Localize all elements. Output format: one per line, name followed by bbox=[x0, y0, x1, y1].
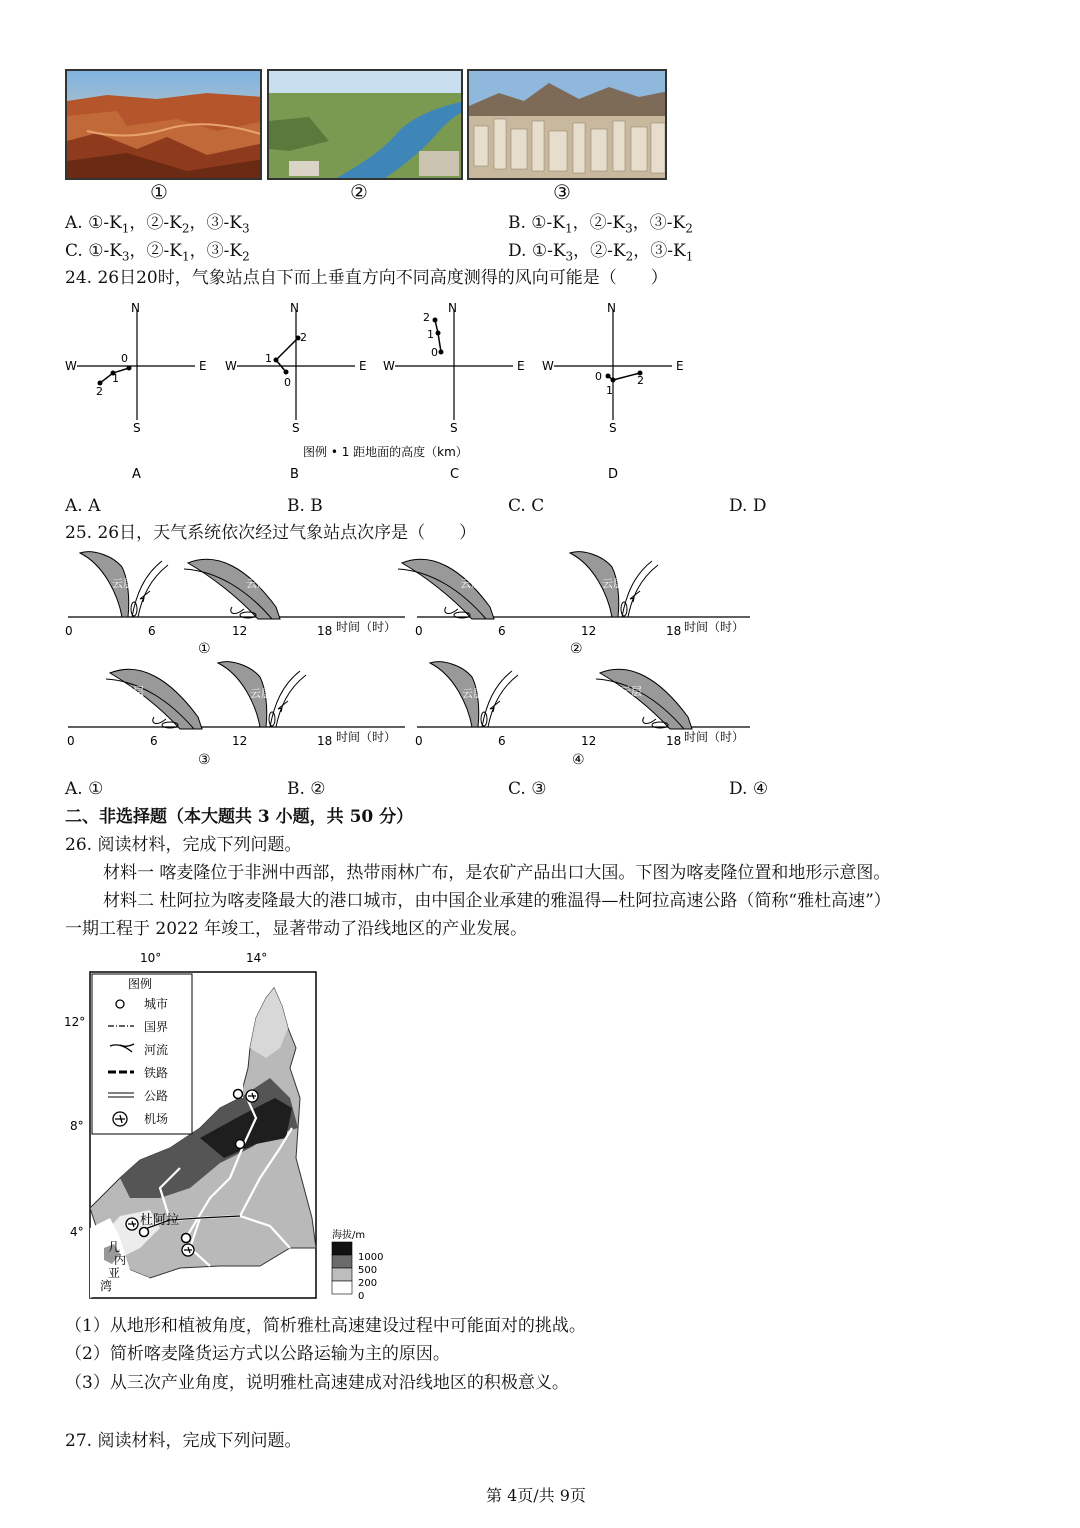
svg-text:0: 0 bbox=[65, 624, 73, 638]
svg-text:0: 0 bbox=[595, 370, 602, 383]
front-diagram-3 bbox=[68, 662, 405, 729]
compass-w: W bbox=[65, 359, 77, 373]
svg-text:6: 6 bbox=[498, 734, 506, 748]
svg-text:云层: 云层 bbox=[112, 577, 134, 590]
photo-caption-3: ③ bbox=[553, 180, 571, 204]
diagram-label-c: C bbox=[450, 467, 460, 482]
svg-text:1: 1 bbox=[606, 384, 613, 397]
svg-text:E: E bbox=[676, 359, 684, 373]
height-label-1: 1 bbox=[112, 372, 119, 385]
svg-text:云层: 云层 bbox=[462, 687, 484, 700]
svg-text:18: 18 bbox=[666, 624, 682, 638]
elevation-title: 海拔/m bbox=[332, 1230, 366, 1241]
city-label-douala: 杜阿拉 bbox=[140, 1213, 180, 1228]
compass-s: S bbox=[133, 421, 141, 435]
section-heading: 二、非选择题（本大题共 3 小题，共 50 分） bbox=[65, 807, 414, 827]
lon-label-14: 14° bbox=[246, 951, 268, 965]
diagram-label-d: D bbox=[608, 467, 619, 482]
svg-text:18: 18 bbox=[317, 624, 333, 638]
svg-text:6: 6 bbox=[498, 624, 506, 638]
q24-wind-diagrams bbox=[55, 298, 705, 488]
diagram-label-4: ④ bbox=[572, 752, 585, 768]
q26-material-2b: 一期工程于 2022 年竣工，显著带动了沿线地区的产业发展。 bbox=[65, 919, 528, 939]
svg-text:200: 200 bbox=[358, 1278, 378, 1289]
svg-text:时间（时）: 时间（时） bbox=[684, 730, 745, 744]
svg-text:几: 几 bbox=[108, 1240, 121, 1254]
front-diagram-4 bbox=[417, 662, 750, 729]
q24-option-a[interactable]: A. A bbox=[65, 496, 101, 516]
svg-text:S: S bbox=[292, 421, 300, 435]
wind-diagram-a bbox=[65, 301, 207, 435]
svg-text:W: W bbox=[383, 359, 395, 373]
svg-text:S: S bbox=[450, 421, 458, 435]
svg-text:云层: 云层 bbox=[620, 685, 642, 698]
q26-sub-1: （1）从地形和植被角度，简析雅杜高速建设过程中可能面对的挑战。 bbox=[65, 1316, 586, 1336]
q25-question: 25. 26日，天气系统依次经过气象站点次序是（ ） bbox=[65, 523, 477, 543]
q23-option-c[interactable]: C. $①-K_3$，$②-K_1$，$③-K_2$ bbox=[65, 241, 250, 264]
svg-text:1000: 1000 bbox=[358, 1252, 384, 1263]
q24-question: 24. 26日20时，气象站点自下而上垂直方向不同高度测得的风向可能是（ ） bbox=[65, 268, 668, 288]
svg-text:W: W bbox=[225, 359, 237, 373]
svg-text:2: 2 bbox=[637, 374, 644, 387]
svg-text:0: 0 bbox=[415, 734, 423, 748]
city-photo bbox=[467, 69, 667, 180]
height-label-0: 0 bbox=[121, 352, 128, 365]
photo-caption-1: ① bbox=[150, 180, 168, 204]
svg-text:云层: 云层 bbox=[122, 685, 144, 698]
svg-text:W: W bbox=[542, 359, 554, 373]
q24-legend: 图例 • 1 距地面的高度（km） bbox=[303, 445, 468, 459]
cameroon-map bbox=[60, 948, 400, 1308]
axis-unit: 时间（时） bbox=[336, 620, 397, 634]
svg-text:E: E bbox=[517, 359, 525, 373]
diagram-label-2: ② bbox=[570, 641, 583, 657]
svg-text:12: 12 bbox=[581, 734, 597, 748]
q23-option-d[interactable]: D. $①-K_3$，$②-K_2$，$③-K_1$ bbox=[508, 241, 694, 264]
wind-diagram-b bbox=[225, 301, 367, 435]
q23-option-a[interactable]: A. $①-K_1$，$②-K_2$，$③-K_3$ bbox=[65, 213, 250, 236]
front-diagram-2 bbox=[398, 552, 750, 619]
legend-river: 河流 bbox=[144, 1043, 169, 1057]
svg-text:S: S bbox=[609, 421, 617, 435]
compass-n: N bbox=[131, 301, 140, 315]
svg-text:云层: 云层 bbox=[250, 687, 272, 700]
svg-text:N: N bbox=[290, 301, 299, 315]
wind-diagram-c bbox=[383, 301, 525, 435]
q25-option-b[interactable]: B. ② bbox=[287, 779, 326, 799]
q26-title: 26. 阅读材料，完成下列问题。 bbox=[65, 835, 302, 855]
q25-option-a[interactable]: A. ① bbox=[65, 779, 104, 799]
svg-text:2: 2 bbox=[423, 311, 430, 324]
q23-option-b[interactable]: B. $①-K_1$，$②-K_3$，$③-K_2$ bbox=[508, 213, 693, 236]
svg-text:时间（时）: 时间（时） bbox=[684, 620, 745, 634]
svg-text:0: 0 bbox=[284, 376, 291, 389]
diagram-label-1: ① bbox=[198, 641, 211, 657]
svg-text:亚: 亚 bbox=[108, 1266, 121, 1280]
svg-text:6: 6 bbox=[148, 624, 156, 638]
legend-city: 城市 bbox=[144, 997, 169, 1011]
q24-option-c[interactable]: C. C bbox=[508, 496, 545, 516]
svg-text:12: 12 bbox=[232, 734, 248, 748]
lat-label-12: 12° bbox=[64, 1015, 86, 1029]
svg-text:0: 0 bbox=[67, 734, 75, 748]
svg-text:12: 12 bbox=[581, 624, 597, 638]
legend-title: 图例 bbox=[128, 977, 153, 991]
legend-railway: 铁路 bbox=[144, 1066, 169, 1080]
svg-text:云层: 云层 bbox=[602, 577, 624, 590]
svg-text:6: 6 bbox=[150, 734, 158, 748]
q26-sub-3: （3）从三次产业角度，说明雅杜高速建成对沿线地区的积极意义。 bbox=[65, 1373, 569, 1393]
height-label-2: 2 bbox=[96, 385, 103, 398]
q26-material-1: 材料一 喀麦隆位于非洲中西部，热带雨林广布，是农矿产品出口大国。下图为喀麦隆位置和地形示意图。 bbox=[103, 863, 891, 883]
legend-border: 国界 bbox=[144, 1020, 169, 1034]
svg-text:内: 内 bbox=[114, 1253, 127, 1267]
svg-text:500: 500 bbox=[358, 1265, 378, 1276]
svg-text:云层: 云层 bbox=[246, 577, 268, 590]
legend-airport: 机场 bbox=[144, 1112, 169, 1126]
q24-option-d[interactable]: D. D bbox=[729, 496, 767, 516]
svg-text:2: 2 bbox=[300, 331, 307, 344]
svg-text:18: 18 bbox=[317, 734, 333, 748]
q26-sub-2: （2）简析喀麦隆货运方式以公路运输为主的原因。 bbox=[65, 1344, 450, 1364]
diagram-label-3: ③ bbox=[198, 752, 211, 768]
svg-text:0: 0 bbox=[358, 1291, 365, 1302]
q26-material-2a: 材料二 杜阿拉为喀麦隆最大的港口城市，由中国企业承建的雅温得—杜阿拉高速公路（简称“雅杜高速”） bbox=[103, 891, 891, 911]
q25-option-d[interactable]: D. ④ bbox=[729, 779, 769, 799]
canyon-photo bbox=[65, 69, 262, 180]
compass-e: E bbox=[199, 359, 207, 373]
svg-text:0: 0 bbox=[415, 624, 423, 638]
svg-text:N: N bbox=[448, 301, 457, 315]
q25-front-diagrams bbox=[60, 545, 760, 775]
q27-title: 27. 阅读材料，完成下列问题。 bbox=[65, 1431, 302, 1451]
svg-text:0: 0 bbox=[431, 346, 438, 359]
front-diagram-1 bbox=[68, 552, 405, 619]
svg-text:E: E bbox=[359, 359, 367, 373]
photo-caption-2: ② bbox=[350, 180, 368, 204]
diagram-label-a: A bbox=[132, 467, 141, 482]
legend-road: 公路 bbox=[144, 1089, 169, 1103]
svg-text:云层: 云层 bbox=[460, 577, 482, 590]
page-footer: 第 4页/共 9页 bbox=[486, 1486, 586, 1505]
svg-text:18: 18 bbox=[666, 734, 682, 748]
svg-text:1: 1 bbox=[427, 328, 434, 341]
diagram-label-b: B bbox=[290, 467, 299, 482]
lat-label-8: 8° bbox=[70, 1119, 84, 1133]
wind-diagram-d bbox=[542, 301, 684, 435]
svg-text:N: N bbox=[607, 301, 616, 315]
river-photo bbox=[267, 69, 463, 180]
svg-text:12: 12 bbox=[232, 624, 248, 638]
svg-text:1: 1 bbox=[265, 352, 272, 365]
svg-text:湾: 湾 bbox=[100, 1279, 113, 1293]
svg-text:时间（时）: 时间（时） bbox=[336, 730, 397, 744]
lon-label-10: 10° bbox=[140, 951, 162, 965]
lat-label-4: 4° bbox=[70, 1225, 84, 1239]
q24-option-b[interactable]: B. B bbox=[287, 496, 323, 516]
q25-option-c[interactable]: C. ③ bbox=[508, 779, 547, 799]
